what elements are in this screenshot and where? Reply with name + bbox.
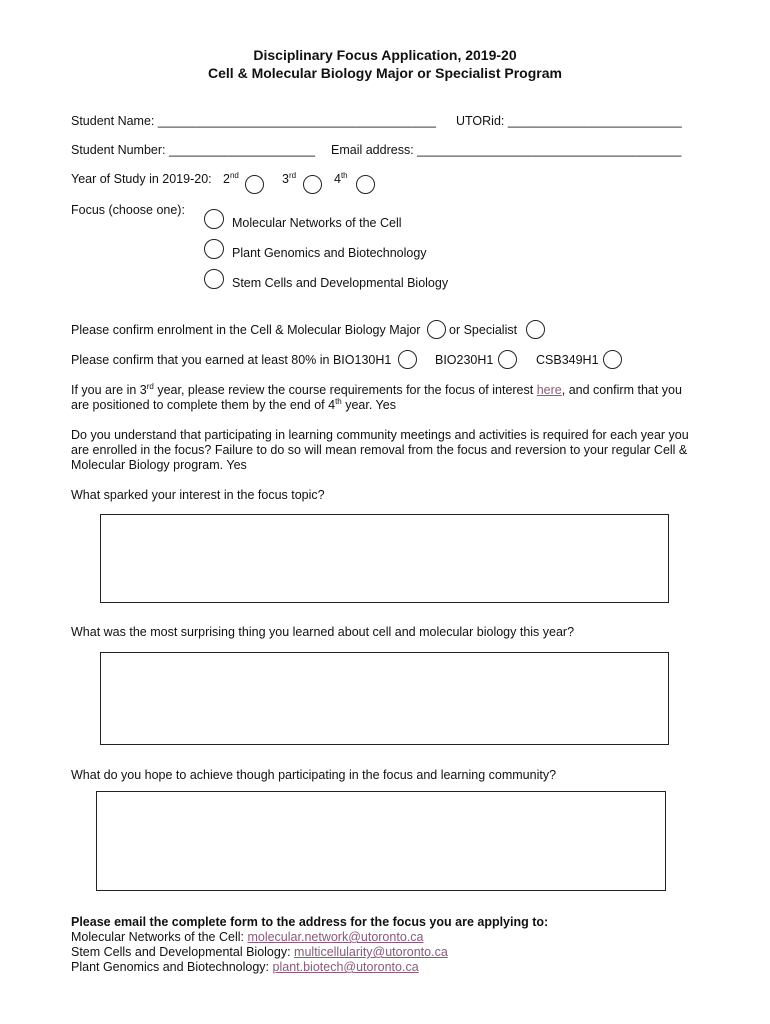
enrolment-text: Please confirm enrolment in the Cell & Molecular Biology Major [71, 323, 421, 337]
csb349-label: CSB349H1 [536, 353, 599, 367]
answer-box-2[interactable] [100, 652, 669, 745]
specialist-label: or Specialist [449, 323, 518, 337]
year-2nd-radio[interactable] [245, 175, 264, 194]
year-label: Year of Study in 2019-20: [71, 172, 212, 186]
course-requirements-link[interactable]: here [536, 383, 562, 397]
student-number-field[interactable]: _____________________ [168, 143, 315, 157]
community-paragraph: Do you understand that participating in learning community meetings and activities is required for each year you are enrolled in the focus? Failure to do so will mean removal from the focus and reversion to your regular Cell & Molecular Biology program. Yes [71, 428, 689, 472]
utorid-label: UTORid: [456, 114, 505, 128]
email-label: Email address: [331, 143, 414, 157]
focus-option-stem-cells: Stem Cells and Developmental Biology [232, 276, 449, 290]
focus-molecular-networks-radio[interactable] [204, 209, 224, 229]
contact-molecular-networks: Molecular Networks of the Cell: molecular.network@utoronto.ca [71, 930, 424, 944]
bio230-radio[interactable] [498, 350, 517, 369]
focus-option-plant-genomics: Plant Genomics and Biotechnology [232, 246, 427, 260]
year-option-2-label: 2nd [223, 171, 239, 186]
email-row [331, 143, 681, 157]
specialist-radio[interactable] [526, 320, 545, 339]
form-title: Disciplinary Focus Application, 2019-20 [253, 47, 517, 63]
year-option-3-label: 3rd [282, 171, 297, 186]
student-name-field[interactable]: ________________________________________ [157, 114, 436, 128]
third-year-paragraph: If you are in 3rd year, please review the course requirements for the focus of interest here, and confirm that you are positioned to complete them by the end of 4th year. Yes [71, 382, 682, 412]
focus-label: Focus (choose one): [71, 203, 185, 217]
csb349-radio[interactable] [603, 350, 622, 369]
student-name-label: Student Name: [71, 114, 155, 128]
answer-box-3[interactable] [96, 791, 666, 891]
molecular-networks-email-link[interactable]: molecular.network@utoronto.ca [247, 930, 424, 944]
focus-stem-cells-radio[interactable] [204, 269, 224, 289]
student-number-row [71, 143, 315, 157]
bio230-label: BIO230H1 [435, 353, 494, 367]
answer-box-1[interactable] [100, 514, 669, 603]
email-instruction: Please email the complete form to the address for the focus you are applying to: [71, 915, 549, 929]
bio130-radio[interactable] [398, 350, 417, 369]
year-option-4-label: 4th [334, 171, 348, 186]
utorid-field[interactable]: _________________________ [507, 114, 682, 128]
utorid-row [456, 114, 682, 128]
form-subtitle: Cell & Molecular Biology Major or Specialist Program [208, 65, 562, 81]
major-radio[interactable] [427, 320, 446, 339]
courses-text: Please confirm that you earned at least 80% in BIO130H1 [71, 353, 392, 367]
student-name-row [71, 114, 436, 128]
contact-stem-cells: Stem Cells and Developmental Biology: multicellularity@utoronto.ca [71, 945, 448, 959]
year-3rd-radio[interactable] [303, 175, 322, 194]
stem-cells-email-link[interactable]: multicellularity@utoronto.ca [294, 945, 448, 959]
focus-plant-genomics-radio[interactable] [204, 239, 224, 259]
question-3: What do you hope to achieve though participating in the focus and learning community? [71, 768, 557, 782]
email-field[interactable]: ______________________________________ [417, 143, 682, 157]
student-number-label: Student Number: [71, 143, 166, 157]
year-4th-radio[interactable] [356, 175, 375, 194]
question-1: What sparked your interest in the focus topic? [71, 488, 325, 502]
question-2: What was the most surprising thing you learned about cell and molecular biology this year? [71, 625, 575, 639]
plant-genomics-email-link[interactable]: plant.biotech@utoronto.ca [272, 960, 419, 974]
focus-option-molecular-networks: Molecular Networks of the Cell [232, 216, 402, 230]
contact-plant-genomics: Plant Genomics and Biotechnology: plant.biotech@utoronto.ca [71, 960, 419, 974]
